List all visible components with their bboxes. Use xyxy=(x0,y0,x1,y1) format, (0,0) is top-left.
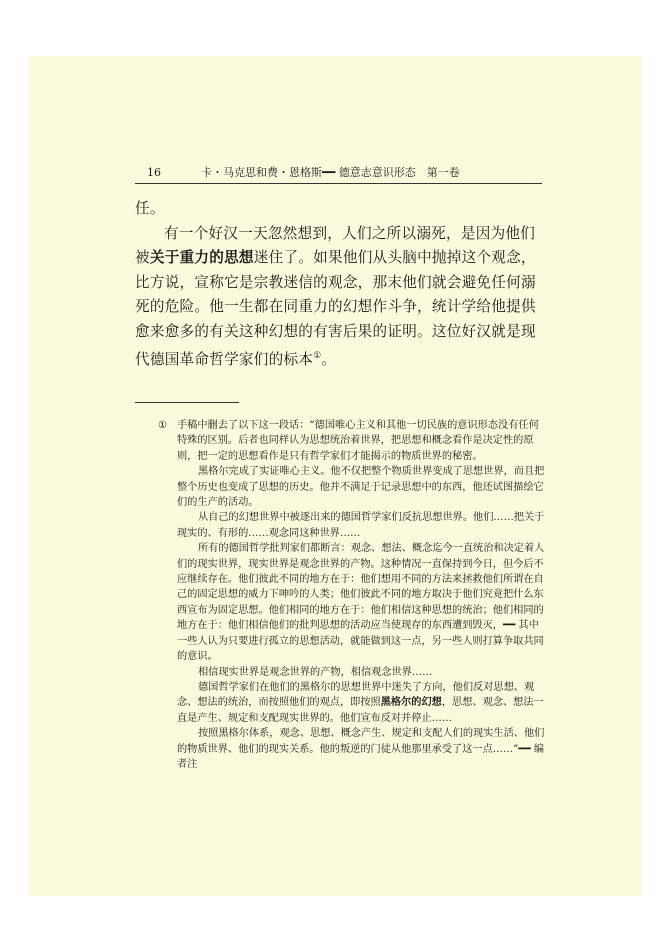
running-title: 卡・马克思和费・恩格斯━━ 德意志意识形态 第一卷 xyxy=(201,166,460,179)
main-text xyxy=(135,197,545,372)
paragraph-gravity xyxy=(135,222,545,373)
text-run: 。 xyxy=(321,350,337,368)
footnote-paragraph xyxy=(158,418,546,464)
footnote-paragraph: 从自己的幻想世界中被逐出来的德国哲学家们反抗思想世界。他们……把关于现实的、有形的……观念同这种世界…… xyxy=(177,512,545,539)
bold-phrase: 关于重力的思想 xyxy=(149,249,254,266)
footnote xyxy=(158,418,546,772)
page-number: 16 xyxy=(147,166,161,179)
paragraph-continuation: 任。 xyxy=(135,200,165,217)
text-run: 迷住了。如果他们从头脑中抛掉这个观念，比方说，宣称它是宗教迷信的观念，那末他们就会避免任何溺死的危险。他一生都在同重力的幻想作斗争，统计学给他提供愈来愈多的有关这种幻想的有害后果的证明。这位好汉就是现代德国革命哲学家们的标本 xyxy=(135,249,536,368)
footnote-marker: ① xyxy=(158,420,168,431)
bold-phrase: 黑格尔的幻想 xyxy=(380,696,442,709)
footnote-paragraph: 相信现实世界是观念世界的产物，相信观念世界…… xyxy=(198,666,433,678)
footnote-paragraph xyxy=(158,680,546,726)
footnote-paragraph: 黑格尔完成了实证唯心主义。他不仅把整个物质世界变成了思想世界，而且把整个历史也变成了思想的历史。他并不满足于记录思想中的东西，他还试图描绘它们的生产的活动。 xyxy=(177,466,545,509)
running-header xyxy=(135,165,542,184)
text-run: 有一个好汉一天忽然想到，人们之所以溺死，是因为他们被 xyxy=(135,224,536,266)
footnote-paragraph: 按照黑格尔体系，观念、思想、概念产生、规定和支配人们的现实生活、他们的物质世界、他们的现实关系。他的叛逆的门徒从他那里承受了这一点……”━━ 编者注 xyxy=(177,728,545,770)
footnote-reference[interactable]: ① xyxy=(313,351,322,361)
footnote-divider xyxy=(135,402,239,403)
footnote-text: 德国哲学家们在他们的黑格尔的思想世界中迷失了方向，他们反对思想、观念、想法的统治，而按照他们的观点，即按照 xyxy=(177,681,535,709)
footnote-paragraph: 所有的德国哲学批判家们都断言：观念、想法、概念迄今一直统治和决定着人们的现实世界，现实世界是观念世界的产物。这种情况一直保持到今日，但今后不应继续存在。他们彼此不同的地方在于：他们想用不同的方法来拯救他们所谓在自己的固定思想的威力下呻吟的人类；他们彼此不同的地方取决于他们究竟把什么东西宣布为固定思想。他们相同的地方在于：他们相信这种思想的统治；他们相同的地方在于：他们相信他们的批判思想的活动应当使现存的东西遭到毁灭，━━ 其中一些人认为只要进行孤立的思想活动，就能做到这一点，另一些人则打算争取共同的意识。 xyxy=(177,543,545,663)
footnote-text: 手稿中删去了以下这一段话：“德国唯心主义和其他一切民族的意识形态没有任何特殊的区别。后者也同样认为思想统治着世界，把思想和概念看作是决定性的原则，把一定的思想看作是只有哲学家们才能揭示的物质世界的秘密。 xyxy=(177,420,539,462)
footnote-text: ，思想、观念、想法一直是产生、规定和支配现实世界的。他们宣布反对并停止…… xyxy=(177,697,544,724)
